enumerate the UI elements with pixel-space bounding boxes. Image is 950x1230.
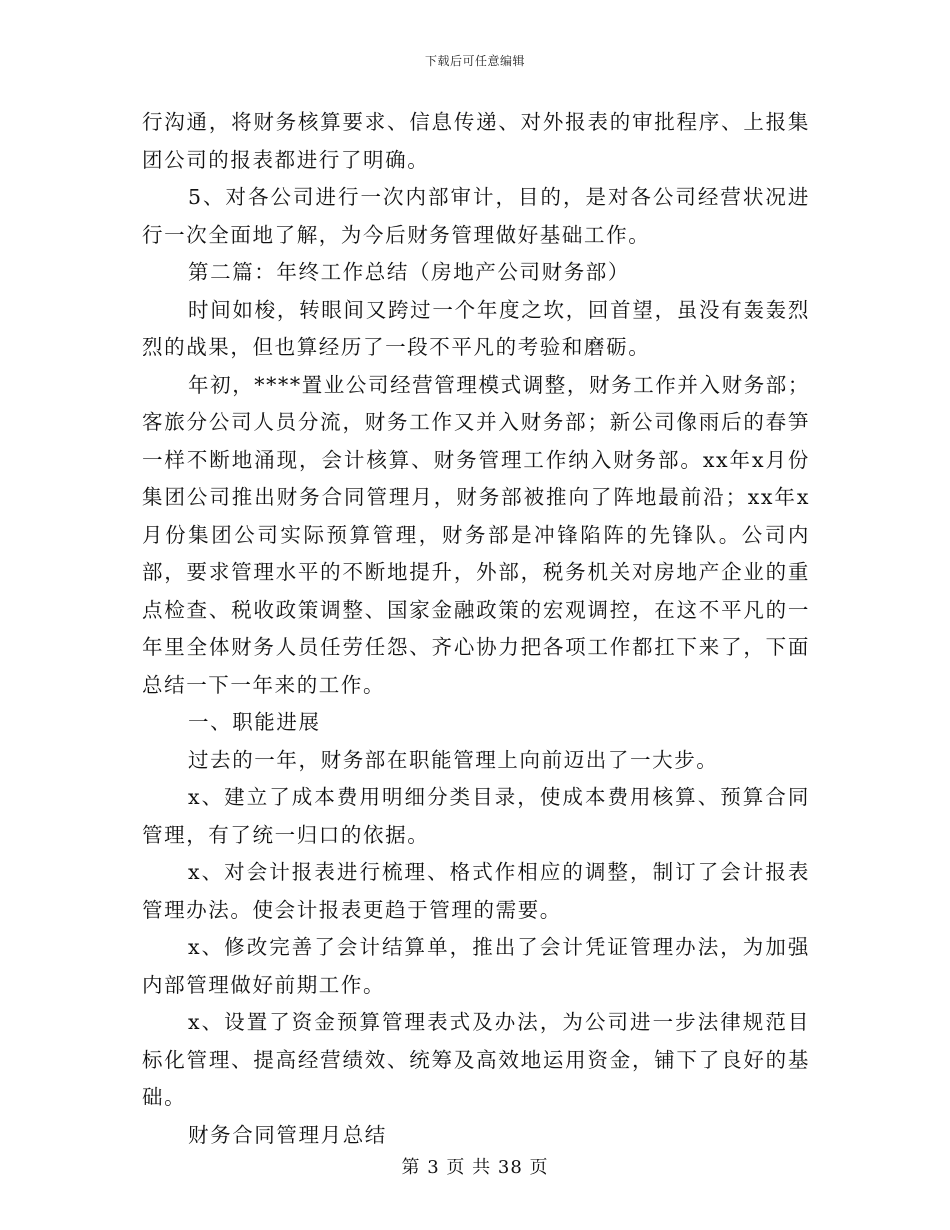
document-body: [142, 104, 810, 1154]
page-footer: [0, 1153, 950, 1179]
subsection-heading: 财务合同管理月总结: [188, 1122, 387, 1147]
list-item: x、修改完善了会计结算单，推出了会计凭证管理办法，为加强内部管理做好前期工作。: [142, 935, 810, 997]
list-item: x、对会计报表进行梳理、格式作相应的调整，制订了会计报表管理办法。使会计报表更趋于管理的需要。: [142, 860, 810, 922]
subsection-heading: 一、职能进展: [188, 710, 321, 734]
section-title: 第二篇：年终工作总结（房地产公司财务部）: [188, 260, 630, 284]
paragraph-intro: 时间如梭，转眼间又跨过一个年度之坎，回首望，虽没有轰轰烈烈的战果，但也算经历了一段不平凡的考验和磨砺。: [142, 297, 810, 359]
list-item: x、建立了成本费用明细分类目录，使成本费用核算、预算合同管理，有了统一归口的依据。: [142, 785, 810, 847]
page-label-mid2: 共: [472, 1157, 492, 1178]
current-page-number: 3: [427, 1157, 440, 1178]
paragraph-overview: 年初，****置业公司经营管理模式调整，财务工作并入财务部；客旅分公司人员分流，财务工作又并入财务部；新公司像雨后的春笋一样不断地涌现，会计核算、财务管理工作纳入财务部。xx年x月份集团公司推出财务合同管理月，财务部被推向了阵地最前沿；xx年x月份集团公司实际预算管理，财务部是冲锋陷阵的先锋队。公司内部，要求管理水平的不断地提升，外部，税务机关对房地产企业的重点检查、税收政策调整、国家金融政策的宏观调控，在这不平凡的一年里全体财务人员任劳任怨、齐心协力把各项工作都扛下来了，下面总结一下一年来的工作。: [142, 372, 810, 697]
page-label-suffix: 页: [529, 1157, 549, 1178]
page-label-prefix: 第: [401, 1157, 421, 1178]
total-pages-number: 38: [497, 1157, 523, 1178]
paragraph-item-5: 5、对各公司进行一次内部审计，目的，是对各公司经营状况进行一次全面地了解，为今后财务管理做好基础工作。: [142, 185, 810, 247]
paragraph-summary: 过去的一年，财务部在职能管理上向前迈出了一大步。: [188, 747, 719, 772]
page-label-mid1: 页: [446, 1157, 466, 1178]
paragraph-continuation: 行沟通，将财务核算要求、信息传递、对外报表的审批程序、上报集团公司的报表都进行了明确。: [142, 110, 810, 172]
list-item: x、设置了资金预算管理表式及办法，为公司进一步法律规范目标化管理、提高经营绩效、统筹及高效地运用资金，铺下了良好的基础。: [142, 1010, 810, 1109]
page-header: 下载后可任意编辑: [424, 54, 525, 68]
